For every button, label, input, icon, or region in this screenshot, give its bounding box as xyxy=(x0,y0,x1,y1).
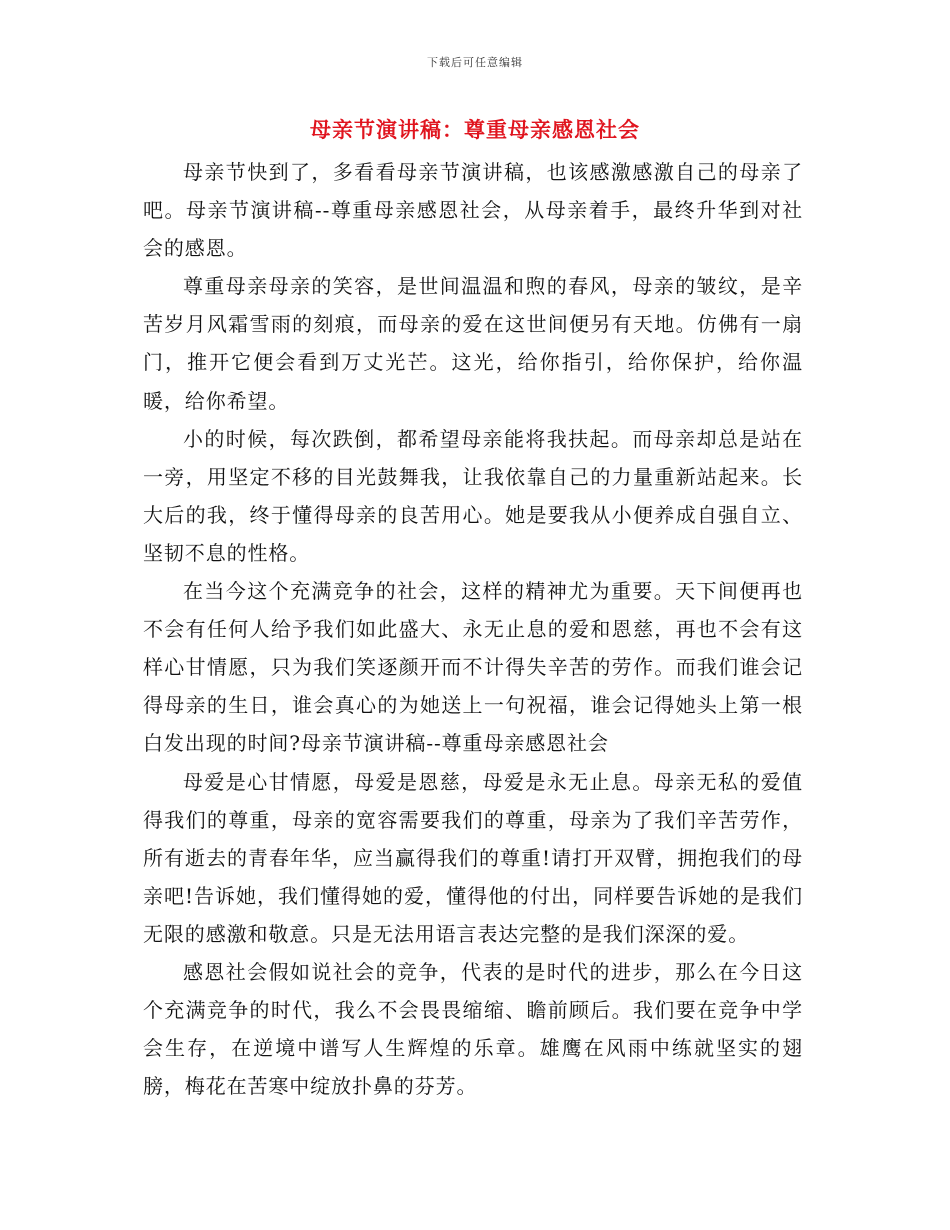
paragraph: 感恩社会假如说社会的竞争，代表的是时代的进步，那么在今日这个充满竞争的时代，我么不会畏畏缩缩、瞻前顾后。我们要在竞争中学会生存，在逆境中谱写人生辉煌的乐章。雄鹰在风雨中练就坚实的翅膀，梅花在苦寒中绽放扑鼻的芬芳。 xyxy=(143,959,803,1099)
header-note: 下载后可任意编辑 xyxy=(427,56,523,69)
paragraph: 母爱是心甘情愿，母爱是恩慈，母爱是永无止息。母亲无私的爱值得我们的尊重，母亲的宽容需要我们的尊重，母亲为了我们辛苦劳作，所有逝去的青春年华，应当赢得我们的尊重!请打开双臂，拥抱我们的母亲吧!告诉她，我们懂得她的爱，懂得他的付出，同样要告诉她的是我们无限的感激和敬意。只是无法用语言表达完整的是我们深深的爱。 xyxy=(143,769,803,946)
paragraph: 尊重母亲母亲的笑容，是世间温温和煦的春风，母亲的皱纹，是辛苦岁月风霜雪雨的刻痕，而母亲的爱在这世间便另有天地。仿佛有一扇门，推开它便会看到万丈光芒。这光，给你指引，给你保护，给你温暖，给你希望。 xyxy=(143,274,803,413)
paragraph: 在当今这个充满竞争的社会，这样的精神尤为重要。天下间便再也不会有任何人给予我们如此盛大、永无止息的爱和恩慈，再也不会有这样心甘情愿，只为我们笑逐颜开而不计得失辛苦的劳作。而我们谁会记得母亲的生日，谁会真心的为她送上一句祝福，谁会记得她头上第一根白发出现的时间?母亲节演讲稿--尊重母亲感恩社会 xyxy=(143,579,803,756)
paragraph: 小的时候，每次跌倒，都希望母亲能将我扶起。而母亲却总是站在一旁，用坚定不移的目光鼓舞我，让我依靠自己的力量重新站起来。长大后的我，终于懂得母亲的良苦用心。她是要我从小便养成自强自立、坚韧不息的性格。 xyxy=(143,426,803,565)
paragraph: 母亲节快到了，多看看母亲节演讲稿，也该感激感激自己的母亲了吧。母亲节演讲稿--尊重母亲感恩社会，从母亲着手，最终升华到对社会的感恩。 xyxy=(143,160,803,261)
document-title: 母亲节演讲稿：尊重母亲感恩社会 xyxy=(310,117,640,142)
document-body xyxy=(143,153,803,1105)
